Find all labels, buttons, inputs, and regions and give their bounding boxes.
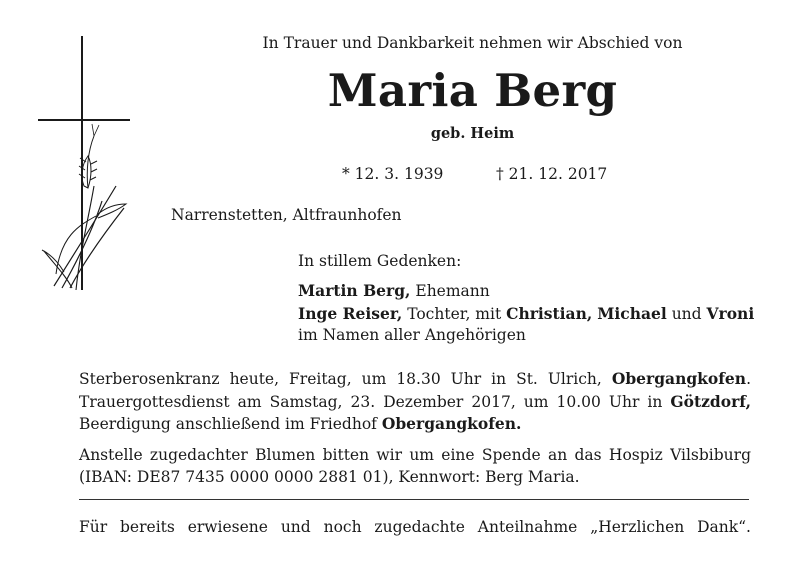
mourner-relation: Ehemann: [410, 282, 490, 300]
punctuation: .: [746, 370, 751, 388]
mourner-name: Inge Reiser,: [298, 303, 403, 323]
mourner-line: [298, 280, 754, 303]
rosary-text: Sterberosenkranz heute, Freitag, um 18.30 Uhr in St. Ulrich,: [79, 370, 612, 388]
mourner-line: im Namen aller Angehörigen: [298, 326, 526, 344]
birth-date: * 12. 3. 1939: [342, 165, 444, 183]
service-text: Trauergottesdienst am Samstag, 23. Dezember 2017, um 10.00 Uhr in: [79, 392, 671, 411]
place-name: Obergangkofen: [611, 369, 747, 388]
grandchild-name: Christian,: [506, 303, 593, 323]
mourner-line: [298, 303, 754, 326]
mourner-relation: Tochter, mit: [402, 304, 507, 323]
thanks-line: Für bereits erwiesene und noch zugedachte Anteilnahme „Herzlichen Dank“.: [79, 518, 751, 536]
services-paragraph: [79, 368, 751, 436]
birth-name: geb. Heim: [430, 125, 515, 142]
mourner-name: Martin Berg,: [298, 281, 411, 300]
memory-title: In stillem Gedenken:: [298, 252, 462, 270]
intro-line: In Trauer und Dankbarkeit nehmen wir Abschied von: [262, 34, 683, 52]
grandchild-name: Michael: [597, 303, 667, 323]
burial-text: Beerdigung anschließend im Friedhof: [79, 415, 382, 433]
deceased-name: Maria Berg: [327, 64, 618, 117]
donation-paragraph: Anstelle zugedachter Blumen bitten wir um eine Spende an das Hospiz Vilsbiburg (IBAN: DE87 7435 0000 0000 2881 01), Kennwort: Berg Maria.: [79, 446, 751, 486]
divider: [79, 499, 749, 500]
places: Narrenstetten, Altfraunhofen: [171, 206, 402, 224]
grandchild-name: Vroni: [706, 303, 755, 323]
death-date: † 21. 12. 2017: [496, 165, 608, 183]
place-name: Obergangkofen.: [381, 414, 522, 433]
mourners-list: [298, 280, 754, 347]
conjunction: und: [666, 304, 707, 323]
place-name: Götzdorf,: [670, 391, 751, 411]
